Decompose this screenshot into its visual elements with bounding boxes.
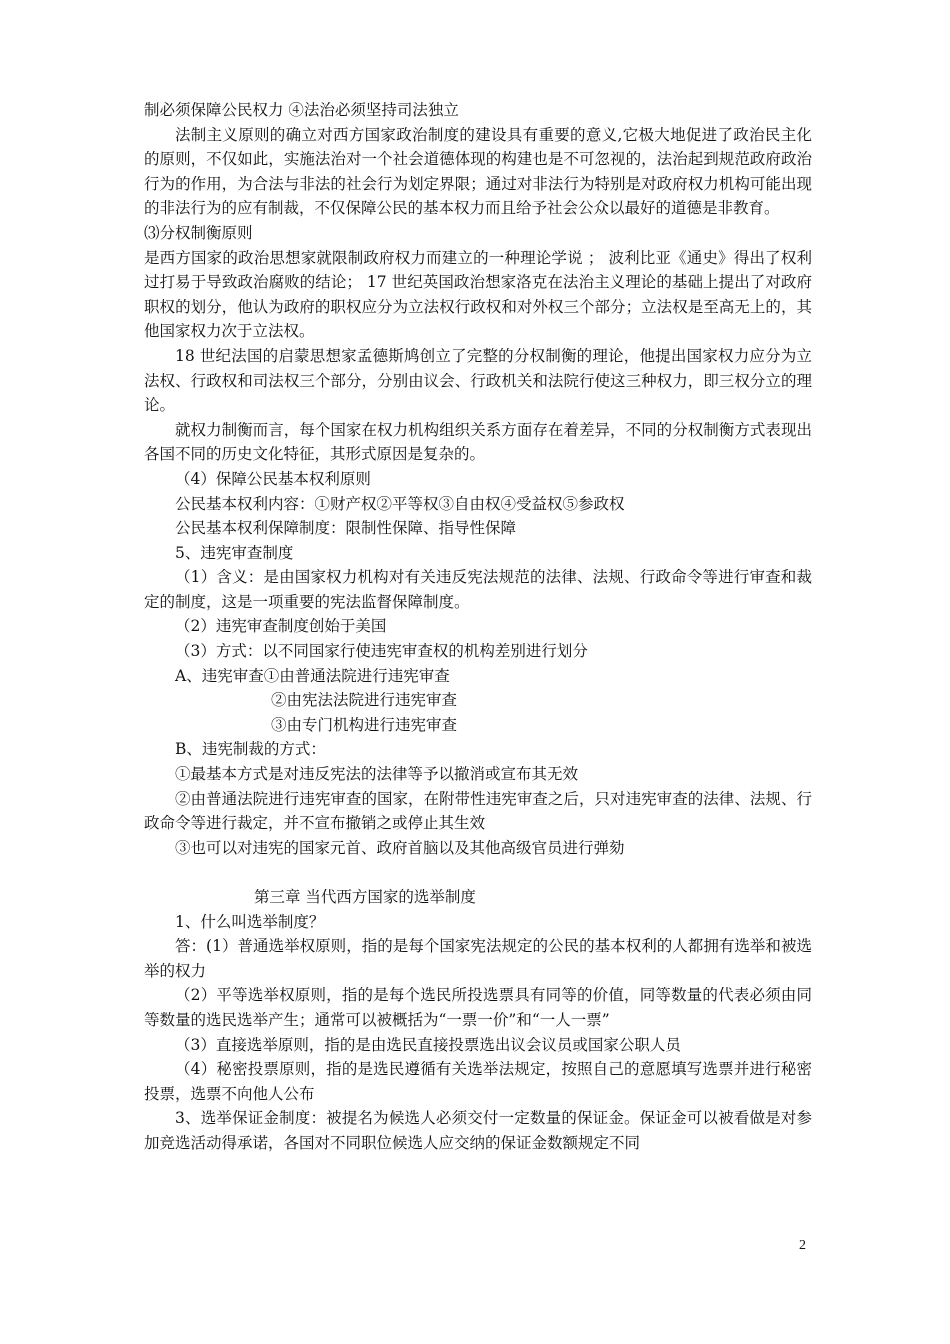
paragraph-separation-theory: 是西方国家的政治思想家就限制政府权力而建立的一种理论学说 ； 波利比亚《通史》得出了权利过打易于导致政治腐败的结论； 17 世纪英国政治想家洛克在法治主义理论的基础上提出了对政府职权的划分，他认为政府的职权应分为立法权行政权和对外权三个部分；立法权是至高无上的，其他国家权力次于立法权。: [144, 248, 812, 341]
answer-direct-election: （3）直接选举原则，指的是由选民直接投票选出议会议员或国家公职人员: [175, 1035, 681, 1054]
question-election-system: 1、什么叫选举制度？: [175, 912, 325, 931]
heading-constitutional-review: 5、违宪审查制度: [175, 543, 294, 562]
paragraph-rule-of-law-significance: 法制主义原则的确立对西方国家政治制度的建设具有重要的意义,它极大地促进了政治民主化的原则，不仅如此，实施法治对一个社会道德体现的构建也是不可忽视的，法治起到规范政府政治行为的作用，为合法与非法的社会行为划定界限；通过对非法行为特别是对政府权力机构可能出现的非法行为的应有制裁，不仅保障公民的基本权力而且给予社会公众以最好的道德是非教育。: [144, 125, 812, 218]
answer-equal-suffrage: （2）平等选举权原则，指的是每个选民所投选票具有同等的价值，同等数量的代表必须由同等数量的选民选举产生；通常可以被概括为“一票一价”和“一人一票”: [144, 986, 812, 1029]
page-number: 2: [799, 1238, 806, 1253]
paragraph-review-definition: （1）含义：是由国家权力机构对有关违反宪法规范的法律、法规、行政命令等进行审查和裁定的制度，这是一项重要的宪法监督保障制度。: [144, 568, 812, 611]
answer-secret-ballot: （4）秘密投票原则，指的是选民遵循有关选举法规定，按照自己的意愿填写选票并进行秘密投票，选票不向他人公布: [144, 1060, 812, 1103]
heading-separation-of-powers: ⑶分权制衡原则: [144, 223, 253, 242]
paragraph-montesquieu: 18 世纪法国的启蒙思想家孟德斯鸠创立了完整的分权制衡的理论，他提出国家权力应分为立法权、行政权和司法权三个部分，分别由议会、行政机关和法院行使这三种权力，即三权分立的理论。: [144, 346, 812, 415]
list-item-sanction-2: ②由普通法院进行违宪审查的国家，在附带性违宪审查之后，只对违宪审查的法律、法规、行政命令等进行裁定，并不宣布撤销之或停止其生效: [144, 789, 812, 833]
page-body: [144, 98, 812, 1156]
blank-line: [144, 860, 812, 885]
paragraph-checks-balances: 就权力制衡而言，每个国家在权力机构组织关系方面存在着差异，不同的分权制衡方式表现出各国不同的历史文化特征，其形式原因是复杂的。: [144, 420, 812, 464]
heading-sanction-methods: B、违宪制裁的方式：: [175, 740, 326, 759]
heading-citizen-rights: （4）保障公民基本权利原则: [175, 469, 371, 488]
list-item-review-a: A、违宪审查①由普通法院进行违宪审查: [175, 666, 450, 685]
list-item-review-a2: ②由宪法法院进行违宪审查: [271, 691, 458, 710]
list-item-review-a3: ③由专门机构进行违宪审查: [271, 715, 458, 734]
chapter-title: 第三章 当代西方国家的选举制度: [254, 888, 476, 906]
list-item-sanction-1: ①最基本方式是对违反宪法的法律等予以撤消或宣布其无效: [175, 765, 579, 784]
list-item-sanction-3: ③也可以对违宪的国家元首、政府首脑以及其他高级官员进行弹劾: [175, 838, 625, 857]
paragraph-review-methods: （3）方式：以不同国家行使违宪审查权的机构差别进行划分: [175, 642, 588, 661]
paragraph-review-origin: （2）违宪审查制度创始于美国: [175, 617, 387, 636]
paragraph-election-deposit: 3、选举保证金制度：被提名为候选人必须交付一定数量的保证金。保证金可以被看做是对参加竞选活动得承诺，各国对不同职位候选人应交纳的保证金数额规定不同: [144, 1109, 812, 1152]
paragraph-rights-content: 公民基本权利内容：①财产权②平等权③自由权④受益权⑤参政权: [175, 494, 625, 513]
paragraph-1: 制必须保障公民权力 ④法治必须坚持司法独立: [144, 101, 459, 119]
answer-universal-suffrage: 答：(1）普通选举权原则，指的是每个国家宪法规定的公民的基本权利的人都拥有选举和被选举的权力: [144, 937, 812, 980]
paragraph-rights-protection: 公民基本权利保障制度：限制性保障、指导性保障: [175, 519, 517, 538]
